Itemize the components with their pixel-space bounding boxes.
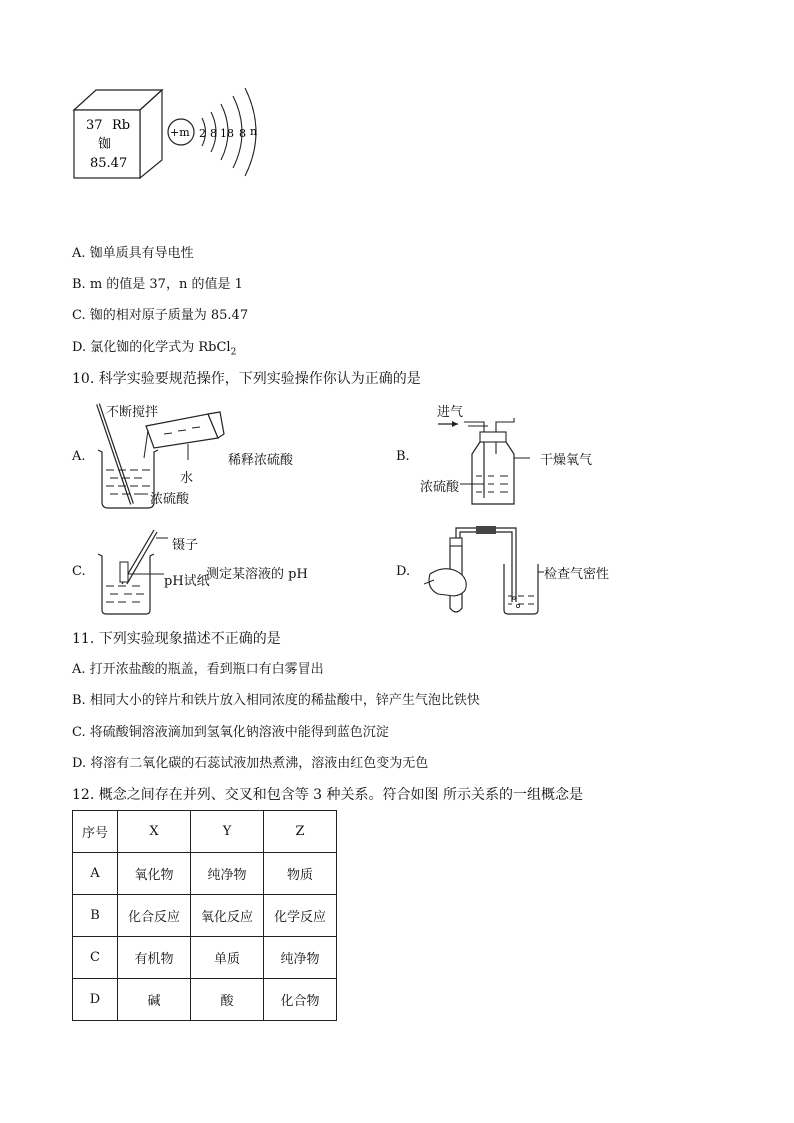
q12-table	[72, 810, 337, 1021]
q10-c-paper-label: pH试纸	[164, 574, 210, 589]
table-cell: 化学反应	[264, 895, 337, 937]
q9-option-d	[72, 339, 236, 362]
q10-c-caption: 测定某溶液的 pH	[206, 567, 308, 582]
nucleus-charge: +m	[170, 126, 190, 139]
table-header-cell: Z	[264, 811, 337, 853]
q10-c-letter: C.	[72, 564, 86, 579]
q10-d-diagram	[424, 522, 544, 618]
table-cell: C	[73, 937, 118, 979]
table-cell: 碱	[118, 979, 191, 1021]
table-cell: B	[73, 895, 118, 937]
q11-option-c: C. 将硫酸铜溶液滴加到氢氧化钠溶液中能得到蓝色沉淀	[72, 725, 389, 740]
table-cell: 化合物	[264, 979, 337, 1021]
q10-stem: 10. 科学实验要规范操作，下列实验操作你认为正确的是	[72, 371, 421, 387]
table-row	[73, 895, 337, 937]
element-mass: 85.47	[90, 156, 128, 171]
table-header-cell: 序号	[73, 811, 118, 853]
shell-4: 8	[239, 127, 246, 140]
q10-b-caption: 干燥氧气	[540, 453, 593, 468]
q10-d-caption: 检查气密性	[544, 567, 610, 582]
shell-5: n	[250, 125, 258, 138]
q12-stem: 12. 概念之间存在并列、交叉和包含等 3 种关系。符合如图 所示关系的一组概念是	[72, 787, 583, 803]
table-header-row	[73, 811, 337, 853]
q10-a-stir-label: 不断搅拌	[106, 405, 159, 420]
q11-option-a: A. 打开浓盐酸的瓶盖，看到瓶口有白雾冒出	[72, 662, 324, 677]
table-cell: 有机物	[118, 937, 191, 979]
q9-option-c: C. 铷的相对原子质量为 85.47	[72, 308, 249, 323]
table-cell: D	[73, 979, 118, 1021]
q10-c-tweezers-label: 镊子	[172, 538, 199, 553]
q10-b-gas-in-label: 进气	[437, 405, 464, 420]
table-row	[73, 937, 337, 979]
q9-option-a: A. 铷单质具有导电性	[72, 246, 194, 261]
table-cell: A	[73, 853, 118, 895]
q10-b-diagram	[436, 414, 536, 510]
element-name: 铷	[98, 137, 112, 152]
table-header-cell: Y	[191, 811, 264, 853]
q10-a-acid-label: 浓硫酸	[150, 492, 190, 507]
q10-a-letter: A.	[72, 449, 86, 464]
q10-d-letter: D.	[396, 564, 411, 579]
table-cell: 纯净物	[191, 853, 264, 895]
element-card	[70, 88, 170, 182]
table-cell: 纯净物	[264, 937, 337, 979]
q11-option-b: B. 相同大小的锌片和铁片放入相同浓度的稀盐酸中，锌产生气泡比铁快	[72, 693, 480, 708]
table-cell: 化合反应	[118, 895, 191, 937]
q10-b-letter: B.	[396, 449, 410, 464]
table-cell: 酸	[191, 979, 264, 1021]
q10-a-caption: 稀释浓硫酸	[228, 453, 294, 468]
element-symbol: Rb	[112, 118, 131, 133]
q11-stem: 11. 下列实验现象描述不正确的是	[72, 631, 281, 647]
table-header-cell: X	[118, 811, 191, 853]
q10-b-acid-label: 浓硫酸	[420, 480, 460, 495]
q9-option-d-text: D. 氯化铷的化学式为 RbCl	[72, 340, 231, 355]
element-number: 37	[86, 118, 103, 133]
table-cell: 单质	[191, 937, 264, 979]
q9-option-b: B. m 的值是 37，n 的值是 1	[72, 277, 243, 292]
table-cell: 物质	[264, 853, 337, 895]
table-row	[73, 853, 337, 895]
table-row	[73, 979, 337, 1021]
q10-a-water-label: 水	[180, 471, 194, 486]
atom-structure-diagram	[165, 82, 270, 186]
q9-option-d-subscript: 2	[230, 347, 237, 358]
shell-1: 2	[199, 127, 206, 140]
shell-2: 8	[210, 127, 217, 140]
shell-3: 18	[220, 127, 234, 140]
q10-c-diagram	[94, 526, 174, 616]
table-cell: 氧化物	[118, 853, 191, 895]
q11-option-d: D. 将溶有二氧化碳的石蕊试液加热煮沸，溶液由红色变为无色	[72, 756, 429, 771]
table-cell: 氧化反应	[191, 895, 264, 937]
